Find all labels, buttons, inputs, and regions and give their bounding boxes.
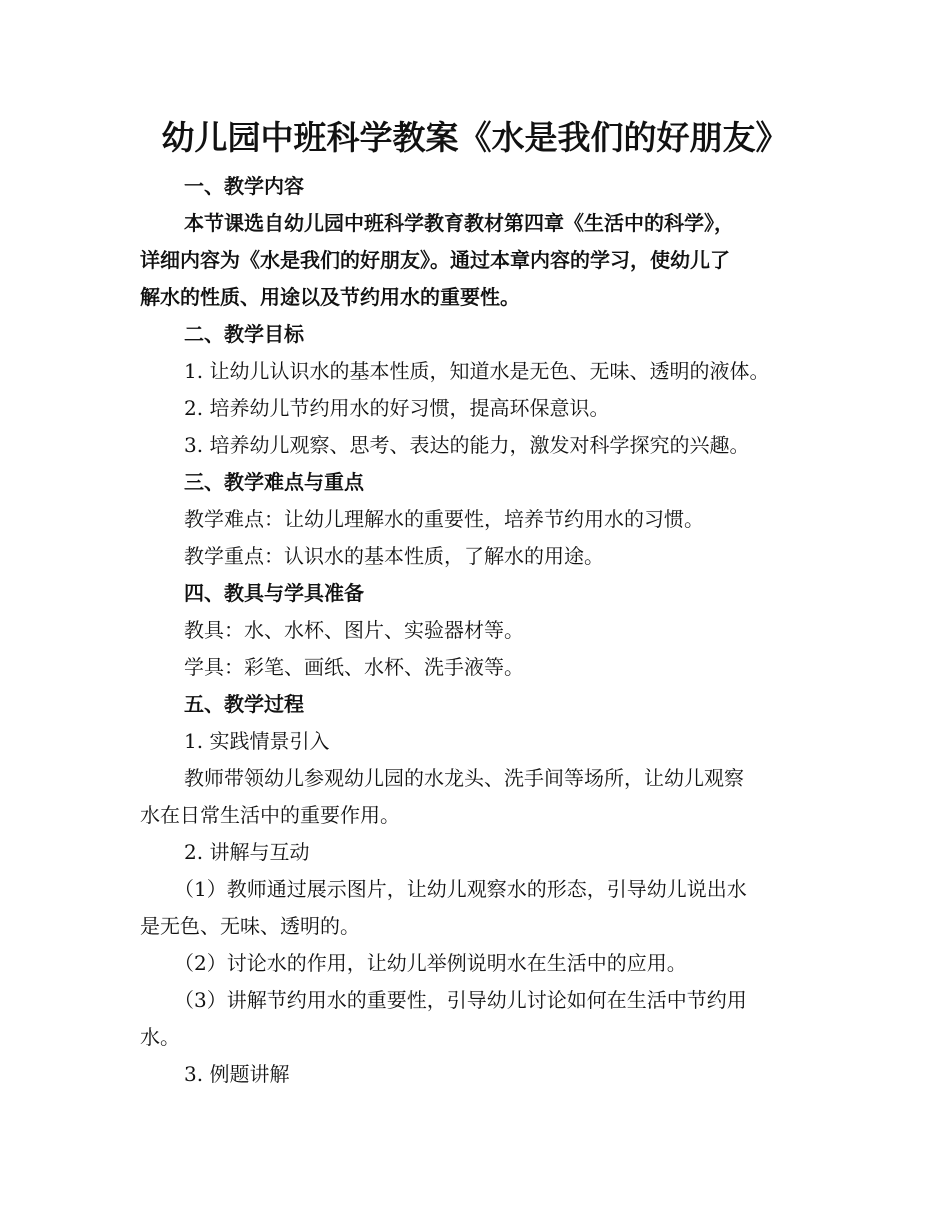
process-subitem-line: 水。: [140, 1025, 180, 1049]
teacher-materials: 教具：水、水杯、图片、实验器材等。: [184, 618, 524, 642]
process-subitem-line: （1）教师通过展示图片，让幼儿观察水的形态，引导幼儿说出水: [174, 877, 747, 901]
process-subitem-line: （2）讨论水的作用，让幼儿举例说明水在生活中的应用。: [174, 951, 687, 975]
section-heading-process: 五、教学过程: [184, 692, 304, 716]
process-subitem-line: （3）讲解节约用水的重要性，引导幼儿讨论如何在生活中节约用: [174, 988, 747, 1012]
content-paragraph-line: 详细内容为《水是我们的好朋友》。通过本章内容的学习，使幼儿了: [140, 248, 730, 272]
student-materials: 学具：彩笔、画纸、水杯、洗手液等。: [184, 655, 524, 679]
section-heading-objectives: 二、教学目标: [184, 322, 304, 346]
key-point: 教学重点：认识水的基本性质，了解水的用途。: [184, 544, 604, 568]
process-paragraph-line: 教师带领幼儿参观幼儿园的水龙头、洗手间等场所，让幼儿观察: [184, 766, 744, 790]
objective-item: 3. 培养幼儿观察、思考、表达的能力，激发对科学探究的兴趣。: [184, 433, 750, 457]
process-step-title: 1. 实践情景引入: [184, 729, 330, 753]
process-step-title: 3. 例题讲解: [184, 1062, 290, 1086]
section-heading-materials: 四、教具与学具准备: [184, 581, 364, 605]
objective-item: 1. 让幼儿认识水的基本性质，知道水是无色、无味、透明的液体。: [184, 359, 770, 383]
process-subitem-line: 是无色、无味、透明的。: [140, 914, 360, 938]
process-step-title: 2. 讲解与互动: [184, 840, 310, 864]
content-paragraph-line: 本节课选自幼儿园中班科学教育教材第四章《生活中的科学》，: [184, 211, 734, 235]
section-heading-difficulties: 三、教学难点与重点: [184, 470, 364, 494]
document-body: [140, 168, 820, 1093]
objective-item: 2. 培养幼儿节约用水的好习惯，提高环保意识。: [184, 396, 610, 420]
process-paragraph-line: 水在日常生活中的重要作用。: [140, 803, 400, 827]
section-heading-content: 一、教学内容: [184, 174, 304, 198]
difficult-point: 教学难点：让幼儿理解水的重要性，培养节约用水的习惯。: [184, 507, 704, 531]
content-paragraph-line: 解水的性质、用途以及节约用水的重要性。: [140, 285, 520, 309]
document-title: 幼儿园中班科学教案《水是我们的好朋友》: [161, 118, 789, 157]
